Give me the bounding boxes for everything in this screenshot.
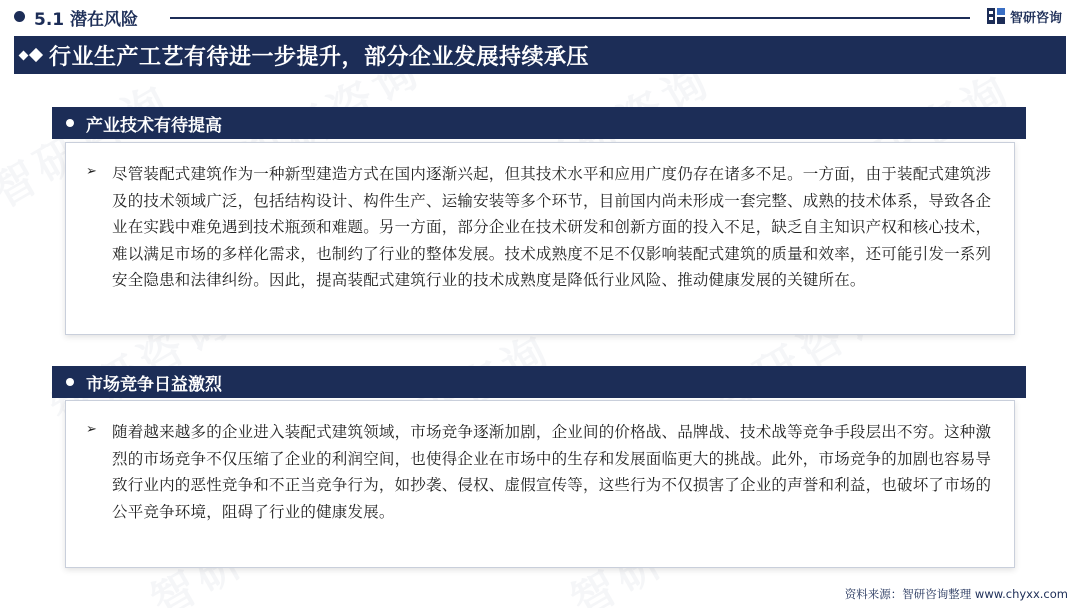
bullet-dot-icon	[66, 119, 74, 127]
card-header-competition	[52, 366, 1026, 398]
card-body-competition	[86, 419, 992, 525]
brand-logo-icon	[986, 6, 1006, 26]
card-title-competition: 市场竞争日益激烈	[86, 374, 222, 395]
card-paragraph-tech: 尽管装配式建筑作为一种新型建造方式在国内逐渐兴起，但其技术水平和应用广度仍存在诸多不足。一方面，由于装配式建筑涉及的技术领域广泛，包括结构设计、构件生产、运输安装等多个环节，目前国内尚未形成一套完整、成熟的技术体系，导致各企业在实践中难免遇到技术瓶颈和难题。另一方面，部分企业在技术研发和创新方面的投入不足，缺乏自主知识产权和核心技术，难以满足市场的多样化需求，也制约了行业的整体发展。技术成熟度不足不仅影响装配式建筑的质量和效率，还可能引发一系列安全隐患和法律纠纷。因此，提高装配式建筑行业的技术成熟度是降低行业风险、推动健康发展的关键所在。	[112, 165, 992, 290]
card-title-tech: 产业技术有待提高	[86, 115, 222, 136]
top-divider	[170, 17, 970, 19]
headline-bar	[14, 36, 1066, 74]
bullet-dot-icon	[66, 378, 74, 386]
arrow-bullet-icon: ➢	[86, 164, 97, 179]
source-footer: 资料来源：智研咨询整理 www.chyxx.com	[844, 587, 1068, 601]
brand-name: 智研咨询	[1010, 10, 1063, 26]
brand-logo	[986, 6, 1062, 26]
card-paragraph-competition: 随着越来越多的企业进入装配式建筑领域，市场竞争逐渐加剧，企业间的价格战、品牌战、技术战等竞争手段层出不穷。这种激烈的市场竞争不仅压缩了企业的利润空间，也使得企业在市场中的生存和发展面临更大的挑战。此外，市场竞争的加剧也容易导致行业内的恶性竞争和不正当竞争行为，如抄袭、侵权、虚假宣传等，这些行为不仅损害了企业的声誉和利益，也破坏了市场的公平竞争环境，阻碍了行业的健康发展。	[112, 423, 992, 521]
card-body-tech	[86, 161, 992, 294]
section-title: 5.1 潜在风险	[34, 10, 139, 30]
headline-title: 行业生产工艺有待进一步提升，部分企业发展持续承压	[49, 44, 590, 70]
section-dot-icon	[14, 11, 25, 22]
card-header-tech	[52, 107, 1026, 139]
top-bar	[0, 0, 1080, 34]
arrow-bullet-icon: ➢	[86, 422, 97, 437]
diamond-icon	[20, 50, 43, 60]
